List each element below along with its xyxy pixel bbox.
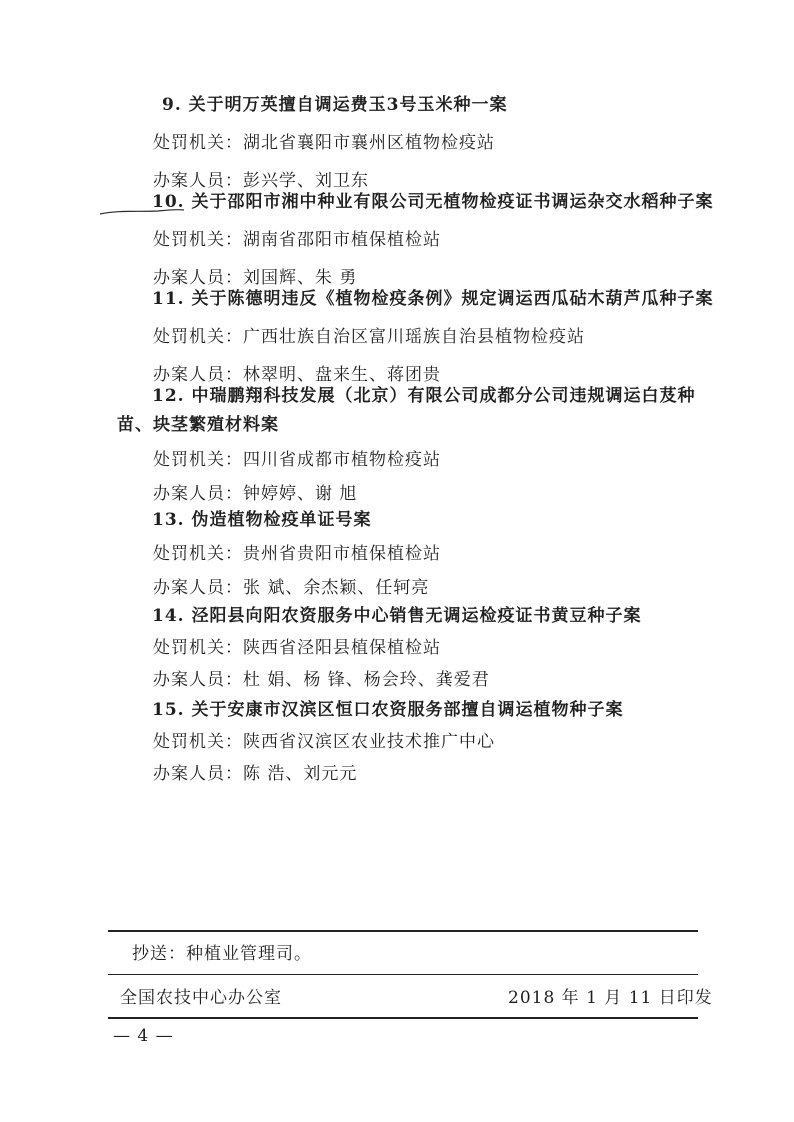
case-staff: 办案人员：刘国辉、朱 勇 [153,268,358,288]
case-penalty-authority: 处罚机关：广西壮族自治区富川瑶族自治县植物检疫站 [153,327,585,347]
case-staff: 办案人员：杜 娟、杨 锋、杨会玲、龚爱君 [153,670,490,690]
issuing-office: 全国农技中心办公室 [120,988,282,1008]
case-penalty-authority: 处罚机关：四川省成都市植物检疫站 [153,450,441,470]
print-date: 2018 年 1 月 11 日印发 [508,988,713,1008]
cc-line: 抄送：种植业管理司。 [132,944,312,964]
case-title: 13. 伪造植物检疫单证号案 [152,510,372,530]
page-number: — 4 — [113,1026,174,1046]
case-title: 9. 关于明万英擅自调运费玉3号玉米种一案 [162,95,508,115]
case-title-continued: 苗、块茎繁殖材料案 [117,415,279,435]
case-title: 14. 泾阳县向阳农资服务中心销售无调运检疫证书黄豆种子案 [152,606,642,626]
case-penalty-authority: 处罚机关：湖北省襄阳市襄州区植物检疫站 [153,133,495,153]
handwritten-underline-mark [98,200,188,220]
case-penalty-authority: 处罚机关：湖南省邵阳市植保植检站 [153,230,441,250]
case-staff: 办案人员：林翠明、盘来生、蒋团贵 [153,365,441,385]
case-title: 12. 中瑞鹏翔科技发展（北京）有限公司成都分公司违规调运白芨种 [152,386,696,406]
case-staff: 办案人员：钟婷婷、谢 旭 [153,484,358,504]
footer-top-rule [108,930,698,932]
case-penalty-authority: 处罚机关：陕西省泾阳县植保植检站 [153,638,441,658]
case-title: 15. 关于安康市汉滨区恒口农资服务部擅自调运植物种子案 [152,700,624,720]
case-penalty-authority: 处罚机关：陕西省汉滨区农业技术推广中心 [153,732,495,752]
case-staff: 办案人员：张 斌、余杰颖、任轲亮 [153,578,430,598]
case-staff: 办案人员：陈 浩、刘元元 [153,764,358,784]
footer-bottom-rule [108,1017,698,1019]
case-title: 10. 关于邵阳市湘中种业有限公司无植物检疫证书调运杂交水稻种子案 [152,192,714,212]
case-penalty-authority: 处罚机关：贵州省贵阳市植保植检站 [153,544,441,564]
case-staff: 办案人员：彭兴学、刘卫东 [153,171,369,191]
case-title: 11. 关于陈德明违反《植物检疫条例》规定调运西瓜砧木葫芦瓜种子案 [152,289,714,309]
footer-middle-rule [108,974,698,975]
